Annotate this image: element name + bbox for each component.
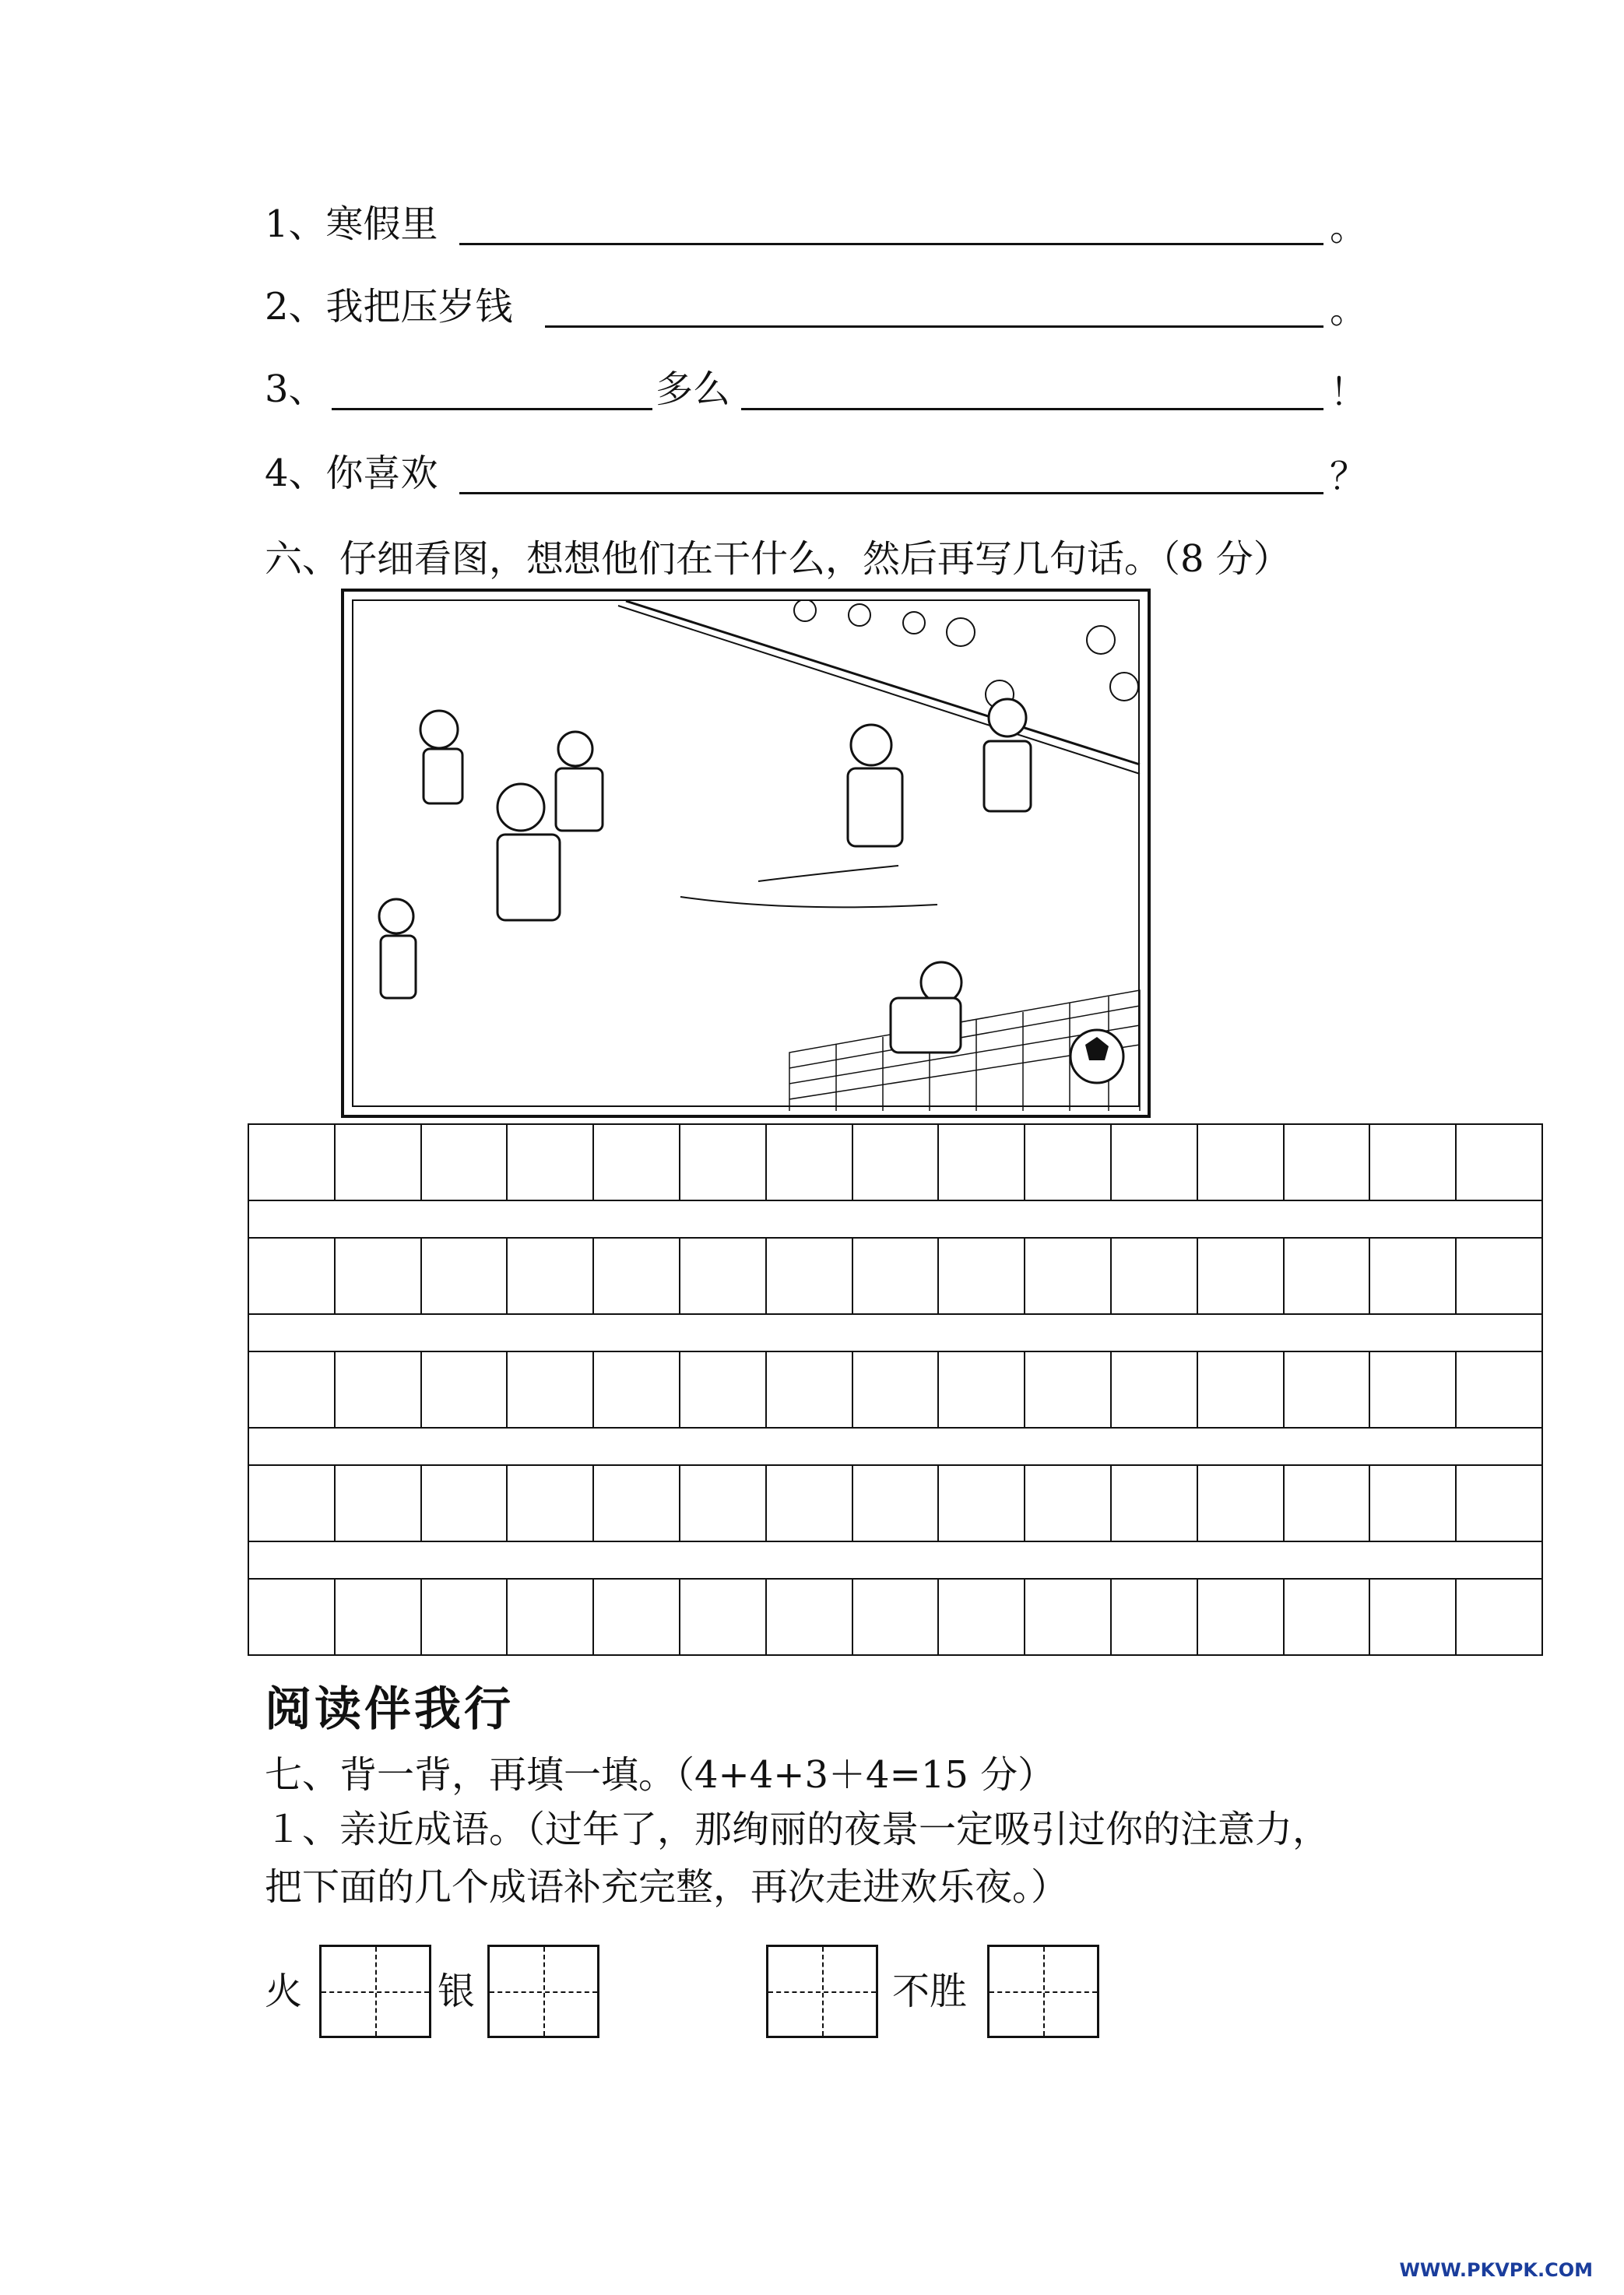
section-seven-title: 七、背一背，再填一填。（4+4+3＋4=15 分）: [265, 1753, 1056, 1797]
football-scene-illustration: [353, 601, 1144, 1112]
idiom-char-busheng: 不胜: [892, 1970, 968, 2013]
idiom-box-2[interactable]: [487, 1945, 599, 2038]
grid-row-4[interactable]: [248, 1464, 1543, 1542]
sentence-4-end: ？: [1330, 455, 1368, 498]
sentence-2-prefix: 2、我把压岁钱: [265, 285, 513, 329]
sentence-3-prefix: 3、: [265, 367, 326, 411]
idiom-box-3[interactable]: [766, 1945, 878, 2038]
sentence-3-blank-b[interactable]: [741, 408, 1323, 410]
idiom-box-4[interactable]: [987, 1945, 1099, 2038]
sentence-3-blank-a[interactable]: [332, 408, 652, 410]
idiom-char-huo: 火: [265, 1970, 303, 2013]
sentence-3-middle: 多么: [656, 367, 731, 411]
idiom-intro-line-2: 把下面的几个成语补充完整，再次走进欢乐夜。）: [265, 1865, 1069, 1909]
sentence-1-prefix: 1、寒假里: [265, 202, 438, 246]
idiom-intro-line-1: １、亲近成语。（过年了，那绚丽的夜景一定吸引过你的注意力，: [265, 1808, 1330, 1851]
sentence-1-blank[interactable]: [459, 243, 1323, 245]
grid-row-1[interactable]: [248, 1123, 1543, 1201]
grid-gap: [248, 1429, 1543, 1464]
football-picture: [341, 589, 1151, 1118]
site-watermark: WWW.PKVPK.COM: [1399, 2259, 1593, 2281]
grid-row-2[interactable]: [248, 1237, 1543, 1315]
grid-row-5[interactable]: [248, 1578, 1543, 1656]
writing-grid[interactable]: [248, 1123, 1543, 1657]
sentence-2-end: 。: [1330, 288, 1368, 332]
sentence-4-blank[interactable]: [459, 492, 1323, 494]
idiom-box-1[interactable]: [319, 1945, 431, 2038]
sentence-2-blank[interactable]: [545, 325, 1323, 328]
reading-heading: 阅读伴我行: [265, 1682, 514, 1737]
sentence-4-prefix: 4、你喜欢: [265, 452, 438, 495]
idiom-char-yin: 银: [438, 1970, 476, 2013]
grid-gap: [248, 1315, 1543, 1351]
grid-gap: [248, 1542, 1543, 1578]
grid-gap: [248, 1201, 1543, 1237]
grid-row-3[interactable]: [248, 1351, 1543, 1429]
sentence-1-end: 。: [1330, 206, 1368, 249]
sentence-3-end: ！: [1330, 371, 1368, 414]
section-six-title: 六、仔细看图，想想他们在干什么，然后再写几句话。（8 分）: [265, 537, 1291, 581]
